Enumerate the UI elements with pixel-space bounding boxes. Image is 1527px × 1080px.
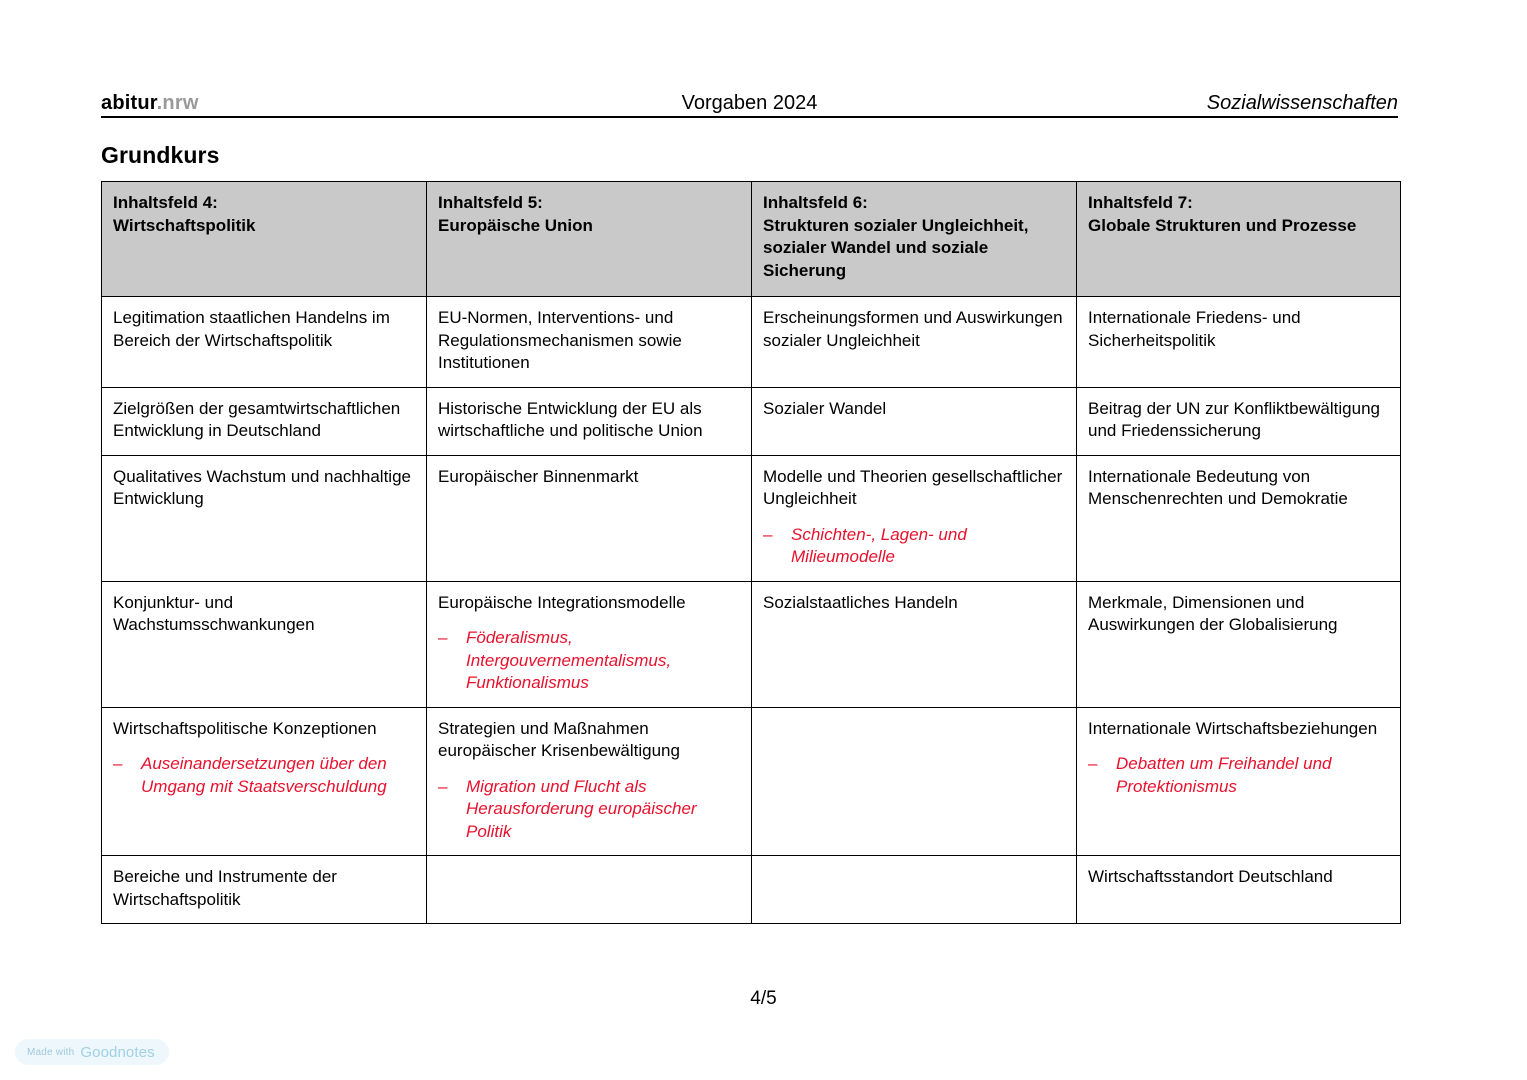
cell-sub-text: Schichten-, Lagen- und Milieumodelle [791,524,967,566]
cell-main-text: Internationale Friedens- und Sicherheitspolitik [1088,308,1301,350]
cell-sub-list [1088,753,1389,798]
table-cell [427,707,752,856]
watermark-app-name: Goodnotes [80,1043,155,1061]
table-cell [427,297,752,388]
table-row [102,455,1401,581]
header-subject-title: Sozialwissenschaften [1206,92,1398,114]
watermark-made-with-label: Made with [27,1046,75,1058]
cell-main-text: Erscheinungsformen und Auswirkungen sozialer Ungleichheit [763,308,1063,350]
cell-main-text: Strategien und Maßnahmen europäischer Krisenbewältigung [438,718,680,760]
table-cell [1077,387,1401,455]
table-cell [1077,455,1401,581]
cell-main-text: Sozialer Wandel [763,398,887,418]
cell-sub-text: Migration und Flucht als Herausforderung europäischer Politik [466,776,697,841]
cell-sub-list [763,524,1065,569]
column-header-inhaltsfeld-5 [427,182,752,297]
cell-main-text: Internationale Wirtschaftsbeziehungen [1088,718,1378,738]
column-header-name: Globale Strukturen und Prozesse [1088,215,1357,235]
cell-sub-item [1088,753,1389,798]
cell-sub-item [438,627,740,695]
table-header-row [102,182,1401,297]
cell-sub-item [113,753,415,798]
cell-main-text: Merkmale, Dimensionen und Auswirkungen der Globalisierung [1088,592,1338,634]
table-cell [1077,856,1401,924]
table-row [102,297,1401,388]
table-cell [102,856,427,924]
column-header-name: Strukturen sozialer Ungleichheit, sozialer Wandel und soziale Sicherung [763,215,1029,280]
table-cell [427,455,752,581]
table-cell [102,297,427,388]
table-body [102,297,1401,924]
column-header-number: Inhaltsfeld 6: [763,193,868,212]
header-center-title: Vorgaben 2024 [681,92,818,114]
cell-main-text: Sozialstaatliches Handeln [763,592,958,612]
cell-main-text: Konjunktur- und Wachstumsschwankungen [113,592,315,634]
cell-sub-list [438,776,740,844]
column-header-number: Inhaltsfeld 5: [438,193,543,212]
column-header-inhaltsfeld-7 [1077,182,1401,297]
table-cell [102,581,427,707]
table-cell [102,707,427,856]
bullet-dash-icon: – [438,776,448,796]
cell-main-text: Historische Entwicklung der EU als wirtschaftliche und politische Union [438,398,703,440]
table-row [102,856,1401,924]
table-cell [752,297,1077,388]
cell-main-text: Modelle und Theorien gesellschaftlicher Ungleichheit [763,466,1063,508]
cell-sub-list [438,627,740,695]
cell-sub-item [438,776,740,844]
inhaltsfelder-table [101,181,1401,924]
cell-main-text: Qualitatives Wachstum und nachhaltige Entwicklung [113,466,411,508]
column-header-number: Inhaltsfeld 4: [113,193,218,212]
abitur-nrw-logo [101,92,199,114]
table-cell [1077,707,1401,856]
cell-sub-list [113,753,415,798]
bullet-dash-icon: – [763,524,773,544]
brand-name-suffix: .nrw [156,92,199,114]
document-running-header [101,82,1398,118]
cell-main-text: Beitrag der UN zur Konfliktbewältigung und Friedenssicherung [1088,398,1380,440]
cell-main-text: Wirtschaftspolitische Konzeptionen [113,718,377,738]
cell-main-text: Bereiche und Instrumente der Wirtschaftspolitik [113,867,337,909]
table-cell [102,455,427,581]
cell-main-text: EU-Normen, Interventions- und Regulationsmechanismen sowie Institutionen [438,308,682,372]
column-header-name: Europäische Union [438,215,593,235]
column-header-inhaltsfeld-4 [102,182,427,297]
table-cell [1077,581,1401,707]
page-title: Grundkurs [101,142,220,168]
table-cell [102,387,427,455]
cell-sub-item [763,524,1065,569]
column-header-name: Wirtschaftspolitik [113,215,256,235]
table-row [102,387,1401,455]
page-number: 4/5 [750,988,777,1009]
cell-sub-text: Debatten um Freihandel und Protektionismus [1116,754,1332,796]
cell-main-text: Europäische Integrationsmodelle [438,592,686,612]
cell-main-text: Internationale Bedeutung von Menschenrechten und Demokratie [1088,466,1348,508]
cell-main-text: Europäischer Binnenmarkt [438,466,639,486]
table-cell [427,856,752,924]
table-cell [752,707,1077,856]
table-row [102,581,1401,707]
bullet-dash-icon: – [1088,754,1098,773]
bullet-dash-icon: – [113,754,123,773]
cell-sub-text: Auseinandersetzungen über den Umgang mit Staatsverschuldung [141,754,387,796]
brand-name-main: abitur [101,92,157,114]
cell-main-text: Legitimation staatlichen Handelns im Bereich der Wirtschaftspolitik [113,308,390,350]
bullet-dash-icon: – [438,628,448,647]
table-cell [427,387,752,455]
table-header [102,182,1401,297]
table-cell [752,387,1077,455]
cell-main-text: Wirtschaftsstandort Deutschland [1088,867,1333,886]
table-cell [752,455,1077,581]
column-header-number: Inhaltsfeld 7: [1088,193,1193,212]
column-header-inhaltsfeld-6 [752,182,1077,297]
table-row [102,707,1401,856]
cell-main-text: Zielgrößen der gesamtwirtschaftlichen Entwicklung in Deutschland [113,398,401,440]
table-cell [427,581,752,707]
table-cell [1077,297,1401,388]
goodnotes-watermark [15,1039,169,1065]
table-cell [752,581,1077,707]
table-cell [752,856,1077,924]
cell-sub-text: Föderalismus, Intergouvernementalismus, Funktionalismus [466,628,672,692]
